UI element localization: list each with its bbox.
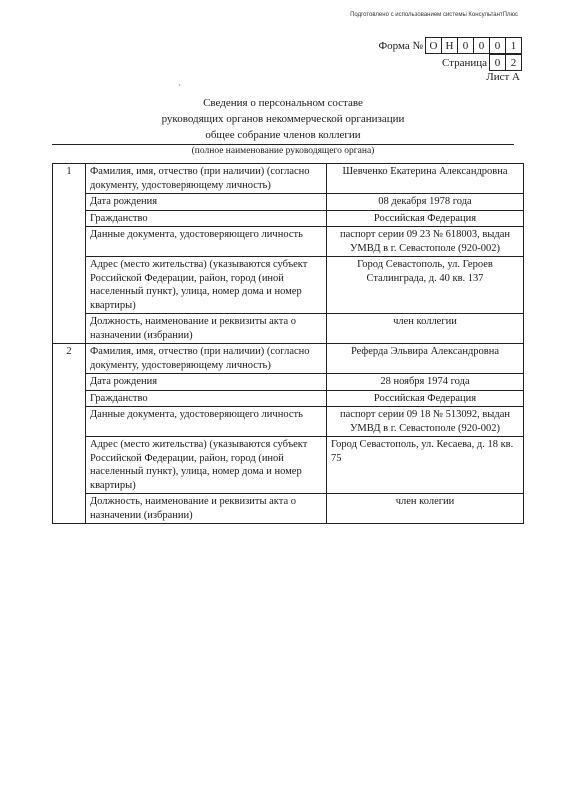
table-row	[53, 194, 524, 211]
page-number-row	[442, 54, 522, 71]
field-label: Данные документа, удостоверяющего личность	[86, 407, 327, 437]
persons-table	[52, 163, 524, 524]
document-heading	[0, 95, 566, 157]
table-row	[53, 494, 524, 524]
field-value: 08 декабря 1978 года	[327, 194, 524, 211]
field-label: Фамилия, имя, отчество (при наличии) (согласно документу, удостоверяющему личность)	[86, 344, 327, 374]
field-label: Адрес (место жительства) (указываются субъект Российской Федерации, район, город (иной населенный пункт), улица, номер дома и номер квартиры)	[86, 437, 327, 494]
field-label: Данные документа, удостоверяющего личность	[86, 227, 327, 257]
sheet-label: Лист А	[486, 71, 520, 83]
tick-mark: `	[178, 83, 181, 93]
table-row	[53, 227, 524, 257]
form-number-box: Н	[441, 37, 458, 54]
field-label: Адрес (место жительства) (указываются субъект Российской Федерации, район, город (иной населенный пункт), улица, номер дома и номер квартиры)	[86, 257, 327, 314]
form-number-row	[378, 37, 522, 54]
table-row	[53, 257, 524, 314]
table-row	[53, 390, 524, 407]
form-number-label: Форма №	[378, 39, 423, 52]
governing-body-caption: (полное наименование руководящего органа)	[191, 146, 375, 156]
field-value: Шевченко Екатерина Александровна	[327, 164, 524, 194]
field-value: Город Севастополь, ул. Героев Сталинграда, д. 40 кв. 137	[327, 257, 524, 314]
field-value: член колегии	[327, 494, 524, 524]
field-label: Фамилия, имя, отчество (при наличии) (согласно документу, удостоверяющему личность)	[86, 164, 327, 194]
table-row	[53, 344, 524, 374]
field-value: паспорт серии 09 18 № 513092, выдан УМВД в г. Севастополе (920-002)	[327, 407, 524, 437]
field-label: Должность, наименование и реквизиты акта о назначении (избрании)	[86, 314, 327, 344]
consultant-notice: Подготовлено с использованием системы КонсультантПлюс	[350, 12, 518, 18]
table-row	[53, 210, 524, 227]
governing-body-name: общее собрание членов коллегии	[205, 129, 361, 141]
field-label: Гражданство	[86, 390, 327, 407]
table-row	[53, 164, 524, 194]
field-label: Гражданство	[86, 210, 327, 227]
field-value: Реферда Эльвира Александровна	[327, 344, 524, 374]
table-row	[53, 314, 524, 344]
table-row	[53, 407, 524, 437]
form-number-box: 0	[473, 37, 490, 54]
heading-line-2: руководящих органов некоммерческой организации	[161, 113, 405, 125]
form-number-box: 1	[505, 37, 522, 54]
form-number-box: О	[425, 37, 442, 54]
field-value: Российская Федерация	[327, 210, 524, 227]
field-label: Дата рождения	[86, 194, 327, 211]
person-number: 2	[53, 344, 86, 524]
field-value: Российская Федерация	[327, 390, 524, 407]
form-number-box: 0	[457, 37, 474, 54]
field-value: член коллегии	[327, 314, 524, 344]
person-number: 1	[53, 164, 86, 344]
form-number-box: 0	[489, 37, 506, 54]
field-value: 28 ноября 1974 года	[327, 374, 524, 391]
table-row	[53, 437, 524, 494]
field-value: Город Севастополь, ул. Кесаева, д. 18 кв. 75	[327, 437, 524, 494]
table-row	[53, 374, 524, 391]
page-number-label: Страница	[441, 56, 487, 69]
page-number-box: 2	[505, 54, 522, 71]
heading-line-1: Сведения о персональном составе	[203, 97, 363, 109]
field-label: Дата рождения	[86, 374, 327, 391]
field-label: Должность, наименование и реквизиты акта о назначении (избрании)	[86, 494, 327, 524]
page-number-box: 0	[489, 54, 506, 71]
field-value: паспорт серии 09 23 № 618003, выдан УМВД в г. Севастополе (920-002)	[327, 227, 524, 257]
